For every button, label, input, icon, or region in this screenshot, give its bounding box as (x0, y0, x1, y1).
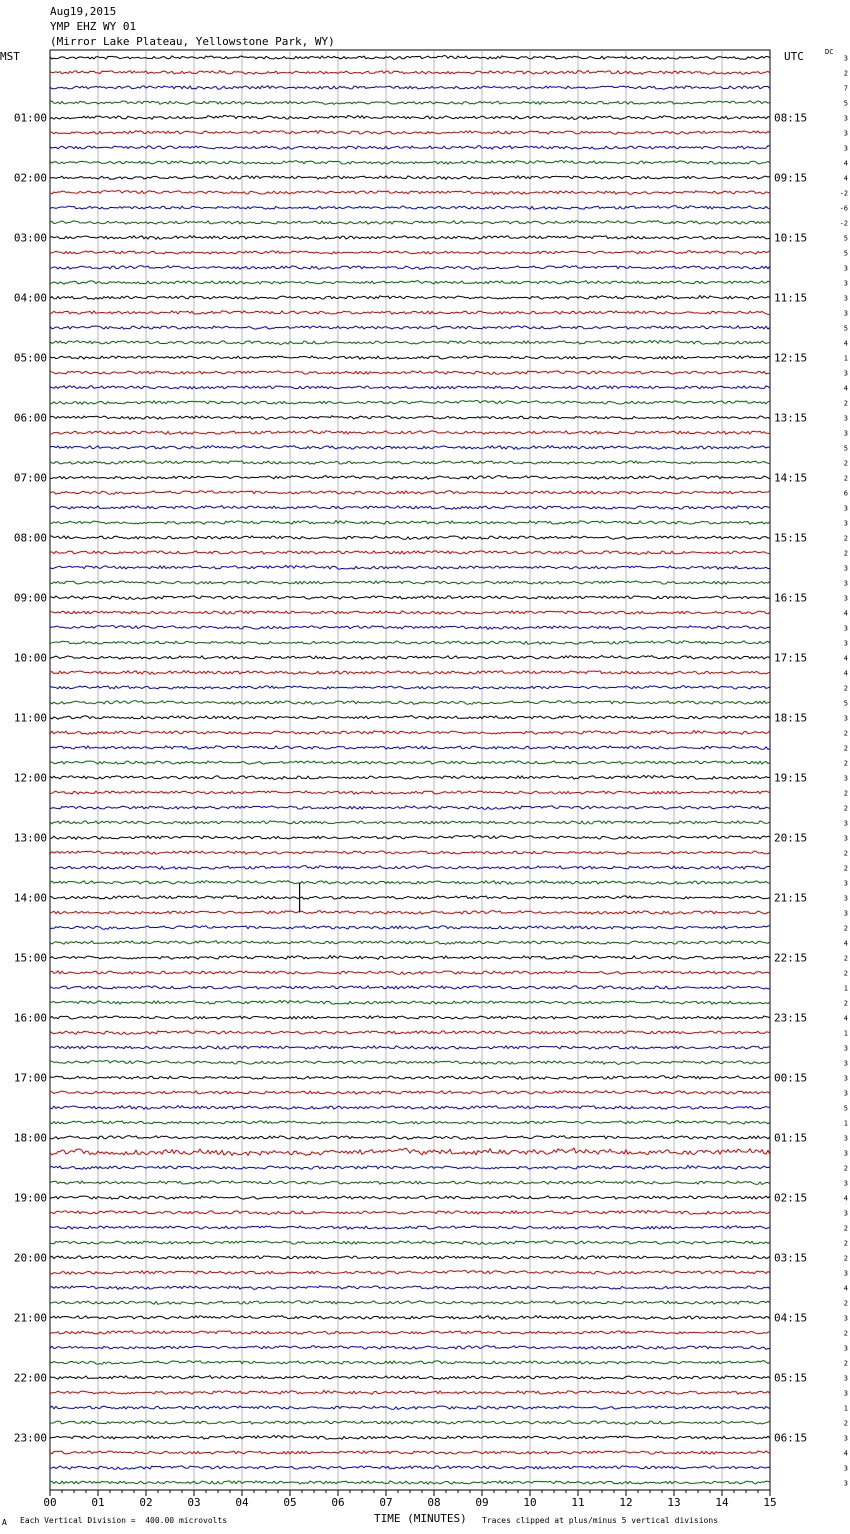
trace-row-25 (50, 416, 770, 420)
utc-hour-label: 21:15 (774, 891, 808, 905)
dc-offset-value: 3 (843, 1044, 848, 1053)
dc-offset-value: 3 (843, 879, 848, 888)
trace-row-55 (50, 866, 770, 870)
dc-offset-value: 4 (843, 174, 848, 183)
trace-row-91 (50, 1406, 770, 1410)
trace-row-6 (50, 131, 770, 135)
x-tick-label: 06 (331, 1496, 345, 1509)
trace-row-50 (50, 791, 770, 794)
mst-hour-label: 12:00 (13, 771, 47, 785)
mst-hour-label: 16:00 (13, 1011, 47, 1025)
dc-offset-value: 3 (843, 429, 848, 438)
mst-hour-label: 15:00 (13, 951, 47, 965)
dc-offset-value: 2 (843, 549, 848, 558)
mst-hour-label: 01:00 (13, 111, 47, 125)
x-tick-label: 01 (91, 1496, 105, 1509)
dc-offset-value: 2 (843, 969, 848, 978)
x-tick-label: 02 (139, 1496, 153, 1509)
trace-row-22 (50, 371, 770, 375)
dc-offset-value: 3 (843, 54, 848, 63)
trace-row-26 (50, 431, 770, 435)
dc-offset-value: 2 (843, 1359, 848, 1368)
dc-offset-value: 3 (843, 279, 848, 288)
trace-row-4 (50, 101, 770, 105)
dc-offset-value: 3 (843, 414, 848, 423)
utc-hour-label: 04:15 (774, 1311, 808, 1325)
trace-row-61 (50, 956, 770, 960)
dc-offset-value: 1 (843, 1119, 848, 1128)
dc-offset-value: 4 (843, 1449, 848, 1458)
dc-offset-value: 6 (843, 489, 848, 498)
dc-offset-value: 3 (843, 1344, 848, 1353)
x-axis-title: TIME (MINUTES) (374, 1512, 467, 1525)
trace-row-35 (50, 565, 770, 569)
trace-row-11 (50, 206, 770, 210)
trace-row-14 (50, 251, 770, 254)
trace-row-8 (50, 161, 770, 165)
trace-row-1 (50, 56, 770, 60)
dc-offset-value: 4 (843, 669, 848, 678)
dc-offset-value: 3 (843, 1374, 848, 1383)
mst-hour-label: 17:00 (13, 1071, 47, 1085)
dc-offset-value: 5 (843, 324, 848, 333)
trace-row-58 (50, 911, 770, 915)
trace-row-53 (50, 836, 770, 840)
dc-offset-value: 2 (843, 684, 848, 693)
dc-offset-value: 2 (843, 474, 848, 483)
x-tick-label: 15 (763, 1496, 777, 1509)
mst-hour-label: 10:00 (13, 651, 47, 665)
utc-hour-label: 11:15 (774, 291, 808, 305)
dc-offset-value: 2 (843, 744, 848, 753)
dc-offset-value: 4 (843, 384, 848, 393)
dc-offset-value: 3 (843, 1179, 848, 1188)
utc-hour-label: 10:15 (774, 231, 808, 245)
dc-offset-value: 4 (843, 609, 848, 618)
trace-row-74 (50, 1148, 770, 1155)
trace-row-3 (50, 86, 770, 89)
dc-offset-value: 3 (843, 144, 848, 153)
trace-row-5 (50, 116, 770, 120)
trace-row-94 (50, 1451, 770, 1454)
dc-offset-value: 3 (843, 264, 848, 273)
trace-row-40 (50, 641, 770, 645)
utc-hour-label: 18:15 (774, 711, 808, 725)
location-label: (Mirror Lake Plateau, Yellowstone Park, WY) (50, 35, 335, 48)
dc-offset-value: 5 (843, 249, 848, 258)
trace-row-68 (50, 1061, 770, 1065)
trace-row-70 (50, 1091, 770, 1095)
trace-row-69 (50, 1076, 770, 1080)
mst-hour-label: 11:00 (13, 711, 47, 725)
trace-row-16 (50, 281, 770, 285)
dc-offset-value: 4 (843, 939, 848, 948)
mst-hour-label: 20:00 (13, 1251, 47, 1265)
dc-offset-value: 3 (843, 1209, 848, 1218)
x-tick-label: 00 (43, 1496, 57, 1509)
trace-row-15 (50, 266, 770, 270)
utc-hour-label: 23:15 (774, 1011, 808, 1025)
dc-offset-value: 2 (843, 789, 848, 798)
mst-hour-label: 21:00 (13, 1311, 47, 1325)
utc-hour-label: 09:15 (774, 171, 808, 185)
dc-offset-value: -2 (839, 219, 848, 228)
dc-offset-value: 3 (843, 819, 848, 828)
dc-offset-value: 3 (843, 294, 848, 303)
dc-offset-value: 2 (843, 399, 848, 408)
trace-row-12 (50, 221, 770, 225)
utc-hour-label: 20:15 (774, 831, 808, 845)
trace-row-27 (50, 446, 770, 450)
dc-offset-value: 2 (843, 999, 848, 1008)
trace-row-92 (50, 1421, 770, 1425)
dc-offset-value: 3 (843, 369, 848, 378)
dc-offset-value: 4 (843, 159, 848, 168)
corner-mark: A (2, 1518, 7, 1527)
dc-offset-value: 3 (843, 1464, 848, 1473)
mst-axis-label: MST (0, 50, 20, 63)
utc-axis-label: UTC (784, 50, 804, 63)
dc-offset-value: 2 (843, 1419, 848, 1428)
dc-offset-value: 3 (843, 774, 848, 783)
mst-hour-label: 07:00 (13, 471, 47, 485)
utc-hour-label: 06:15 (774, 1431, 808, 1445)
trace-row-87 (50, 1346, 770, 1350)
dc-offset-value: 3 (843, 624, 848, 633)
mst-hour-label: 04:00 (13, 291, 47, 305)
dc-offset-value: 3 (843, 519, 848, 528)
trace-row-36 (50, 581, 770, 584)
utc-hour-label: 14:15 (774, 471, 808, 485)
mst-hour-label: 02:00 (13, 171, 47, 185)
trace-row-59 (50, 926, 770, 930)
trace-row-18 (50, 311, 770, 315)
dc-offset-value: 2 (843, 1299, 848, 1308)
dc-offset-value: 2 (843, 1239, 848, 1248)
trace-row-21 (50, 356, 770, 359)
dc-offset-value: 7 (843, 84, 848, 93)
trace-row-54 (50, 851, 770, 855)
trace-row-34 (50, 551, 770, 555)
trace-row-77 (50, 1196, 770, 1199)
trace-row-24 (50, 401, 770, 405)
dc-offset-value: 3 (843, 894, 848, 903)
dc-offset-value: 2 (843, 534, 848, 543)
dc-offset-value: 3 (843, 1134, 848, 1143)
trace-row-19 (50, 326, 770, 329)
trace-row-75 (50, 1166, 770, 1170)
dc-offset-value: 5 (843, 699, 848, 708)
trace-row-57 (50, 896, 770, 899)
dc-offset-value: 3 (843, 714, 848, 723)
dc-offset-value: 3 (843, 564, 848, 573)
scale-note: Each Vertical Division = 400.00 microvolts (20, 1516, 228, 1525)
trace-row-29 (50, 476, 770, 480)
dc-offset-value: 3 (843, 1389, 848, 1398)
x-tick-label: 07 (379, 1496, 393, 1509)
dc-offset-value: 3 (843, 1089, 848, 1098)
mst-hour-label: 06:00 (13, 411, 47, 425)
mst-hour-label: 23:00 (13, 1431, 47, 1445)
x-tick-label: 05 (283, 1496, 297, 1509)
dc-offset-value: 2 (843, 1329, 848, 1338)
trace-row-51 (50, 806, 770, 810)
mst-hour-label: 22:00 (13, 1371, 47, 1385)
trace-row-90 (50, 1391, 770, 1395)
trace-row-93 (50, 1435, 770, 1439)
trace-row-83 (50, 1286, 770, 1290)
dc-offset-value: 3 (843, 594, 848, 603)
utc-hour-label: 02:15 (774, 1191, 808, 1205)
x-tick-label: 14 (715, 1496, 729, 1509)
dc-offset-value: 1 (843, 984, 848, 993)
trace-row-47 (50, 746, 770, 750)
trace-row-56 (50, 881, 770, 885)
trace-row-65 (50, 1016, 770, 1019)
trace-row-13 (50, 236, 770, 240)
trace-row-88 (50, 1361, 770, 1365)
dc-offset-value: -2 (839, 189, 848, 198)
utc-hour-label: 13:15 (774, 411, 808, 425)
dc-offset-value: 2 (843, 69, 848, 78)
mst-hour-label: 05:00 (13, 351, 47, 365)
trace-row-30 (50, 491, 770, 495)
trace-row-85 (50, 1316, 770, 1320)
dc-offset-value: 3 (843, 1074, 848, 1083)
trace-row-44 (50, 701, 770, 705)
utc-hour-label: 08:15 (774, 111, 808, 125)
utc-hour-label: 16:15 (774, 591, 808, 605)
trace-row-33 (50, 536, 770, 540)
trace-row-49 (50, 775, 770, 779)
x-tick-label: 13 (667, 1496, 681, 1509)
trace-row-72 (50, 1121, 770, 1124)
x-tick-label: 09 (475, 1496, 489, 1509)
dc-offset-value: 2 (843, 1224, 848, 1233)
trace-row-64 (50, 1000, 770, 1004)
trace-row-62 (50, 971, 770, 975)
trace-row-67 (50, 1046, 770, 1049)
trace-row-31 (50, 506, 770, 510)
trace-row-41 (50, 656, 770, 660)
trace-row-96 (50, 1481, 770, 1484)
dc-offset-value: 4 (843, 1014, 848, 1023)
trace-row-9 (50, 176, 770, 180)
trace-row-78 (50, 1210, 770, 1214)
station-label: YMP EHZ WY 01 (50, 20, 137, 33)
dc-offset-value: 1 (843, 1404, 848, 1413)
dc-offset-value: 4 (843, 339, 848, 348)
utc-hour-label: 22:15 (774, 951, 808, 965)
dc-offset-value: 2 (843, 849, 848, 858)
dc-offset-value: 2 (843, 804, 848, 813)
trace-row-71 (50, 1106, 770, 1110)
trace-row-20 (50, 340, 770, 344)
utc-hour-label: 00:15 (774, 1071, 808, 1085)
dc-offset-value: 3 (843, 129, 848, 138)
dc-offset-value: 2 (843, 1254, 848, 1263)
dc-offset-value: 2 (843, 1164, 848, 1173)
x-tick-label: 10 (523, 1496, 537, 1509)
dc-offset-value: 3 (843, 909, 848, 918)
utc-hour-label: 05:15 (774, 1371, 808, 1385)
trace-row-95 (50, 1466, 770, 1470)
x-tick-label: 12 (619, 1496, 633, 1509)
dc-offset-value: 3 (843, 1434, 848, 1443)
dc-offset-value: 3 (843, 309, 848, 318)
dc-offset-value: 4 (843, 654, 848, 663)
date-label: Aug19,2015 (50, 5, 117, 18)
trace-row-32 (50, 521, 770, 525)
mst-hour-label: 13:00 (13, 831, 47, 845)
dc-offset-value: 1 (843, 354, 848, 363)
trace-row-46 (50, 731, 770, 735)
dc-offset-value: 3 (843, 1314, 848, 1323)
dc-offset-value: 4 (843, 1194, 848, 1203)
trace-row-10 (50, 191, 770, 195)
trace-row-66 (50, 1031, 770, 1035)
dc-offset-value: 1 (843, 1029, 848, 1038)
dc-offset-value: 3 (843, 834, 848, 843)
mst-hour-label: 18:00 (13, 1131, 47, 1145)
dc-offset-value: 3 (843, 1269, 848, 1278)
trace-row-45 (50, 716, 770, 720)
plot-frame (50, 50, 770, 1490)
trace-row-76 (50, 1181, 770, 1185)
trace-row-37 (50, 596, 770, 600)
trace-row-7 (50, 146, 770, 150)
mst-hour-label: 03:00 (13, 231, 47, 245)
trace-row-17 (50, 296, 770, 300)
dc-offset-value: 5 (843, 1104, 848, 1113)
utc-hour-label: 01:15 (774, 1131, 808, 1145)
utc-hour-label: 15:15 (774, 531, 808, 545)
dc-column-label: DC (825, 48, 834, 56)
trace-row-84 (50, 1301, 770, 1305)
trace-row-81 (50, 1256, 770, 1259)
utc-hour-label: 12:15 (774, 351, 808, 365)
dc-offset-value: 2 (843, 954, 848, 963)
dc-offset-value: 4 (843, 1284, 848, 1293)
dc-offset-value: 5 (843, 99, 848, 108)
x-tick-label: 11 (571, 1496, 585, 1509)
mst-hour-label: 09:00 (13, 591, 47, 605)
trace-row-48 (50, 761, 770, 764)
trace-row-28 (50, 461, 770, 464)
utc-hour-label: 19:15 (774, 771, 808, 785)
trace-row-63 (50, 986, 770, 990)
mst-hour-label: 19:00 (13, 1191, 47, 1205)
utc-hour-label: 17:15 (774, 651, 808, 665)
dc-offset-value: 3 (843, 1479, 848, 1488)
trace-row-80 (50, 1241, 770, 1245)
dc-offset-value: 2 (843, 864, 848, 873)
dc-offset-value: 2 (843, 924, 848, 933)
dc-offset-value: 5 (843, 234, 848, 243)
trace-row-73 (50, 1136, 770, 1140)
dc-offset-value: 2 (843, 759, 848, 768)
dc-offset-value: 5 (843, 444, 848, 453)
trace-row-23 (50, 386, 770, 389)
dc-offset-value: -6 (839, 204, 848, 213)
trace-row-38 (50, 611, 770, 614)
dc-offset-value: 3 (843, 504, 848, 513)
trace-row-82 (50, 1271, 770, 1275)
dc-offset-value: 3 (843, 114, 848, 123)
trace-row-42 (50, 671, 770, 675)
dc-offset-value: 3 (843, 1059, 848, 1068)
trace-row-86 (50, 1331, 770, 1334)
utc-hour-label: 03:15 (774, 1251, 808, 1265)
dc-offset-value: 2 (843, 729, 848, 738)
mst-hour-label: 14:00 (13, 891, 47, 905)
dc-offset-value: 3 (843, 579, 848, 588)
dc-offset-value: 2 (843, 459, 848, 468)
clip-note: Traces clipped at plus/minus 5 vertical divisions (482, 1516, 719, 1525)
trace-row-79 (50, 1226, 770, 1229)
trace-row-2 (50, 71, 770, 75)
mst-hour-label: 08:00 (13, 531, 47, 545)
trace-row-89 (50, 1376, 770, 1380)
dc-offset-value: 3 (843, 639, 848, 648)
x-tick-label: 08 (427, 1496, 441, 1509)
trace-row-60 (50, 941, 770, 945)
trace-row-52 (50, 821, 770, 824)
trace-row-39 (50, 626, 770, 630)
x-tick-label: 03 (187, 1496, 201, 1509)
dc-offset-value: 3 (843, 1149, 848, 1158)
trace-row-43 (50, 686, 770, 689)
x-tick-label: 04 (235, 1496, 249, 1509)
